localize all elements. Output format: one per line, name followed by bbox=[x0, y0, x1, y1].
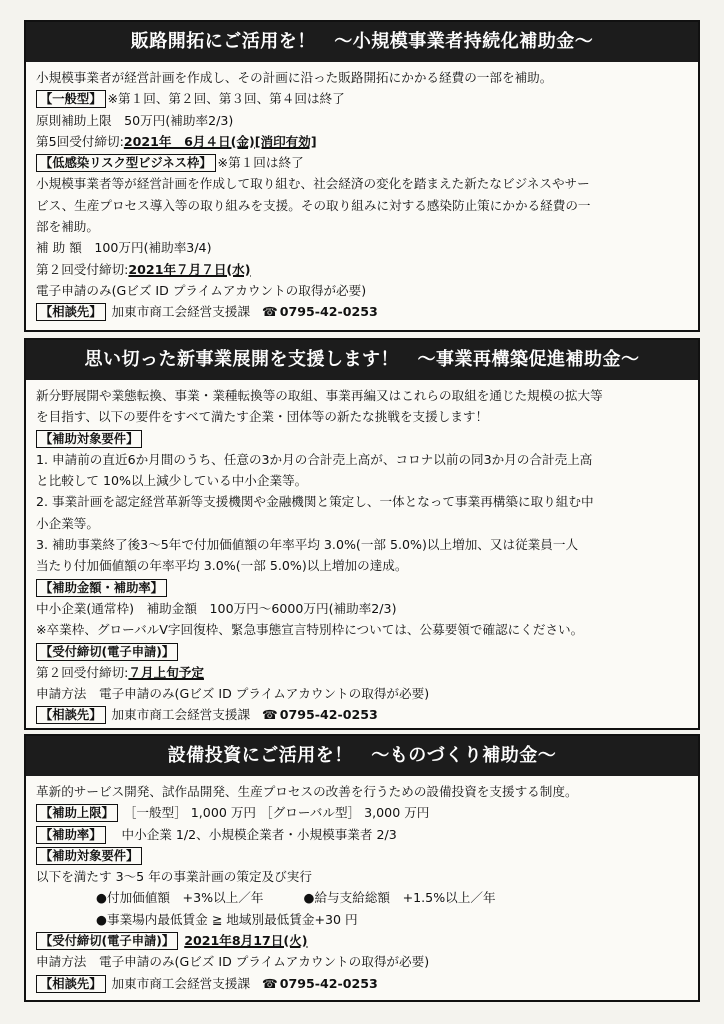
apply-text: 申請方法 電子申請のみ(Gビズ ID プライムアカウントの取得が必要) bbox=[36, 954, 430, 970]
section-saikouchiku bbox=[24, 338, 700, 730]
requirement-item: と比較して 10%以上減少している中小企業等。 bbox=[36, 473, 308, 489]
description-line: 小規模事業者等が経営計画を作成して取り組む、社会経済の変化を踏まえた新たなビジネスやサー bbox=[36, 176, 590, 192]
deadline-tag: 【受付締切(電子申請)】 bbox=[36, 932, 178, 950]
section-title: 思い切った新事業展開を支援します！ ～事業再構築促進補助金～ bbox=[26, 340, 698, 380]
deadline-prefix: 第２回受付締切: bbox=[36, 664, 129, 680]
requirement-item: 1. 申請前の直近6か月間のうち、任意の3か月の合計売上高が、コロナ以前の同3か月の合計売上高 bbox=[36, 451, 593, 467]
bullet-item: ●付加価値額 +3%以上／年 bbox=[96, 890, 264, 906]
note-text: ※卒業枠、グローバルV字回復枠、緊急事態宣言特別枠については、公募要領で確認にください。 bbox=[36, 622, 584, 638]
phone-number: 0795-42-0253 bbox=[279, 707, 378, 723]
deadline2-row bbox=[36, 259, 688, 280]
consult-tag: 【相談先】 bbox=[36, 975, 106, 993]
consult-text: 加東市商工会経営支援課 bbox=[111, 975, 251, 991]
deadline-value: 2021年8月17日(火) bbox=[184, 933, 308, 949]
intro-text: 新分野展開や業態転換、事業・業種転換等の取組、事業再編又はこれらの取組を通じた規模の拡大等 bbox=[36, 388, 603, 403]
general-type-text: ※第１回、第２回、第３回、第４回は終了 bbox=[107, 91, 345, 107]
limit-tag: 【補助上限】 bbox=[36, 804, 118, 822]
phone-number: 0795-42-0253 bbox=[279, 975, 378, 991]
section-title: 販路開拓にご活用を！ ～小規模事業者持続化補助金～ bbox=[26, 22, 698, 62]
section-jizokuka bbox=[24, 20, 700, 332]
section-body bbox=[26, 62, 698, 323]
bullet-row bbox=[36, 887, 688, 908]
apply-text: 電子申請のみ(Gビズ ID プライムアカウントの取得が必要) bbox=[36, 282, 367, 298]
requirements-text: 以下を満たす 3～5 年の事業計画の策定及び実行 bbox=[36, 869, 312, 885]
deadline-row bbox=[36, 930, 688, 951]
consult-tag: 【相談先】 bbox=[36, 303, 106, 321]
requirement-item: 当たり付加価値額の年率平均 3.0%(一部 5.0%)以上増加の達成。 bbox=[36, 558, 408, 574]
requirement-item: 小企業等。 bbox=[36, 515, 99, 531]
section-body bbox=[26, 380, 698, 726]
phone-icon: ☎ bbox=[262, 975, 278, 991]
description-line: 部を補助。 bbox=[36, 219, 99, 235]
bullet-item: ●事業場内最低賃金 ≧ 地域別最低賃金+30 円 bbox=[96, 911, 358, 927]
general-type-row bbox=[36, 88, 688, 109]
description-line: ビス、生産プロセス導入等の取り組みを支援。その取り組みに対する感染防止策にかかる経費の一 bbox=[36, 197, 591, 213]
consult-text: 加東市商工会経営支援課 bbox=[111, 707, 251, 723]
bullet-item: ●給与支給総額 +1.5%以上／年 bbox=[303, 890, 496, 906]
deadline-prefix: 第5回受付締切: bbox=[36, 133, 124, 149]
limit-text: 原則補助上限 50万円(補助率2/3) bbox=[36, 112, 234, 128]
lowrisk-tag: 【低感染リスク型ビジネス枠】 bbox=[36, 154, 216, 172]
deadline-row bbox=[36, 641, 688, 662]
amount-row bbox=[36, 577, 688, 598]
section-body bbox=[26, 776, 698, 994]
deadline2-prefix: 第２回受付締切: bbox=[36, 261, 129, 277]
intro-text: を目指す、以下の要件をすべて満たす企業・団体等の新たな挑戦を支援します！ bbox=[36, 409, 489, 425]
phone-icon: ☎ bbox=[262, 707, 278, 723]
requirement-item: 3. 補助事業終了後3～5年で付加価値額の年率平均 3.0%(一部 5.0%)以上増加、又は従業員一人 bbox=[36, 537, 579, 553]
apply-text: 申請方法 電子申請のみ(Gビズ ID プライムアカウントの取得が必要) bbox=[36, 686, 430, 702]
requirements-row bbox=[36, 428, 688, 449]
section-title: 設備投資にご活用を！ ～ものづくり補助金～ bbox=[26, 736, 698, 776]
consult-row bbox=[36, 704, 688, 725]
deadline-value-row bbox=[36, 662, 688, 683]
limit-row bbox=[36, 802, 688, 823]
rate-text: 中小企業 1/2、小規模企業者・小規模事業者 2/3 bbox=[121, 826, 397, 842]
section-monozukuri bbox=[24, 734, 700, 1002]
lowrisk-text: ※第１回は終了 bbox=[217, 155, 304, 171]
requirements-tag: 【補助対象要件】 bbox=[36, 847, 142, 865]
consult-row bbox=[36, 973, 688, 994]
deadline-row bbox=[36, 131, 688, 152]
requirements-tag: 【補助対象要件】 bbox=[36, 430, 142, 448]
consult-tag: 【相談先】 bbox=[36, 706, 106, 724]
requirement-item: 2. 事業計画を認定経営革新等支援機関や金融機関と策定し、一体となって事業再構築に取り組む中 bbox=[36, 494, 594, 510]
requirements-row bbox=[36, 845, 688, 866]
deadline-suffix: [消印有効] bbox=[254, 133, 317, 149]
amount-text: 補 助 額 100万円(補助率3/4) bbox=[36, 240, 212, 256]
deadline-value: ７月上旬予定 bbox=[128, 664, 204, 680]
general-type-tag: 【一般型】 bbox=[36, 90, 106, 108]
phone-number: 0795-42-0253 bbox=[279, 304, 378, 320]
deadline-tag: 【受付締切(電子申請)】 bbox=[36, 643, 178, 661]
amount-text: 中小企業(通常枠) 補助金額 100万円～6000万円(補助率2/3) bbox=[36, 600, 397, 616]
phone-icon: ☎ bbox=[262, 304, 278, 320]
rate-row bbox=[36, 824, 688, 845]
intro-text: 革新的サービス開発、試作品開発、生産プロセスの改善を行うための設備投資を支援する制度。 bbox=[36, 784, 578, 799]
intro-text: 小規模事業者が経営計画を作成し、その計画に沿った販路開拓にかかる経費の一部を補助。 bbox=[36, 70, 553, 85]
consult-row bbox=[36, 301, 688, 322]
limit-text: ［一般型］ 1,000 万円 ［グローバル型］ 3,000 万円 bbox=[123, 805, 430, 821]
deadline2-value: 2021年７月７日(水) bbox=[128, 261, 251, 277]
lowrisk-row bbox=[36, 152, 688, 173]
amount-tag: 【補助金額・補助率】 bbox=[36, 579, 167, 597]
deadline-value: 2021年 6月４日(金) bbox=[123, 133, 255, 149]
consult-text: 加東市商工会経営支援課 bbox=[111, 304, 251, 320]
rate-tag: 【補助率】 bbox=[36, 826, 106, 844]
